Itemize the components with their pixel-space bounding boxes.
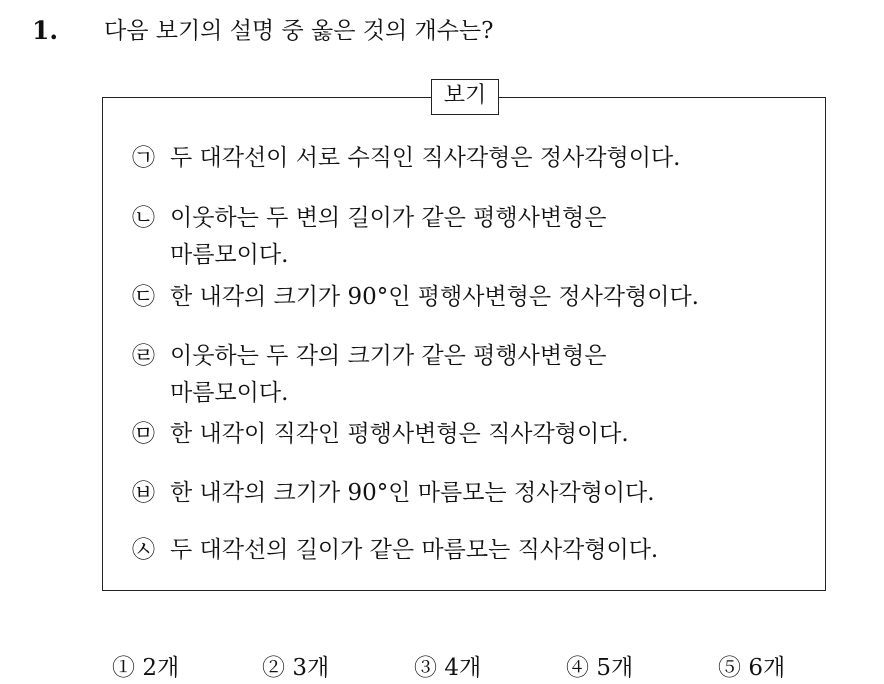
example-item-4 — [132, 338, 606, 412]
item-marker: ㉥ — [132, 480, 155, 506]
example-item-5 — [132, 416, 629, 453]
option-label: 4개 — [444, 655, 482, 681]
item-text: 두 대각선이 서로 수직인 직사각형은 정사각형이다. — [170, 145, 681, 171]
item-text-continued: 마름모이다. — [170, 380, 289, 406]
item-text: 두 대각선의 길이가 같은 마름모는 직사각형이다. — [170, 537, 659, 563]
item-text: 한 내각이 직각인 평행사변형은 직사각형이다. — [170, 421, 629, 447]
item-marker: ㉡ — [132, 205, 155, 231]
question-text: 다음 보기의 설명 중 옳은 것의 개수는? — [104, 18, 494, 44]
item-marker: ㉦ — [132, 537, 155, 563]
example-box-title: 보기 — [431, 79, 499, 115]
option-marker: ③ — [414, 655, 437, 681]
answer-option-4[interactable] — [566, 652, 633, 684]
answer-option-1[interactable] — [112, 652, 179, 684]
example-item-2 — [132, 200, 606, 274]
example-item-6 — [132, 475, 655, 512]
item-text: 한 내각의 크기가 90°인 마름모는 정사각형이다. — [170, 480, 655, 506]
item-text-continued: 마름모이다. — [170, 242, 289, 268]
item-marker: ㉢ — [132, 284, 155, 310]
question-number: 1. — [32, 16, 59, 45]
item-marker: ㉣ — [132, 343, 155, 369]
option-marker: ① — [112, 655, 135, 681]
example-item-7 — [132, 532, 658, 569]
option-marker: ⑤ — [718, 655, 741, 681]
item-marker: ㉤ — [132, 421, 155, 447]
answer-option-2[interactable] — [262, 652, 329, 684]
item-text: 한 내각의 크기가 90°인 평행사변형은 정사각형이다. — [170, 284, 699, 310]
option-label: 2개 — [142, 655, 180, 681]
option-label: 5개 — [596, 655, 634, 681]
option-marker: ④ — [566, 655, 589, 681]
item-marker: ㉠ — [132, 145, 155, 171]
option-label: 3개 — [292, 655, 330, 681]
answer-option-3[interactable] — [414, 652, 481, 684]
answer-option-5[interactable] — [718, 652, 785, 684]
item-text: 이웃하는 두 변의 길이가 같은 평행사변형은 — [170, 205, 607, 231]
item-text: 이웃하는 두 각의 크기가 같은 평행사변형은 — [170, 343, 607, 369]
example-item-3 — [132, 279, 699, 316]
example-item-1 — [132, 140, 680, 177]
option-marker: ② — [262, 655, 285, 681]
option-label: 6개 — [748, 655, 786, 681]
